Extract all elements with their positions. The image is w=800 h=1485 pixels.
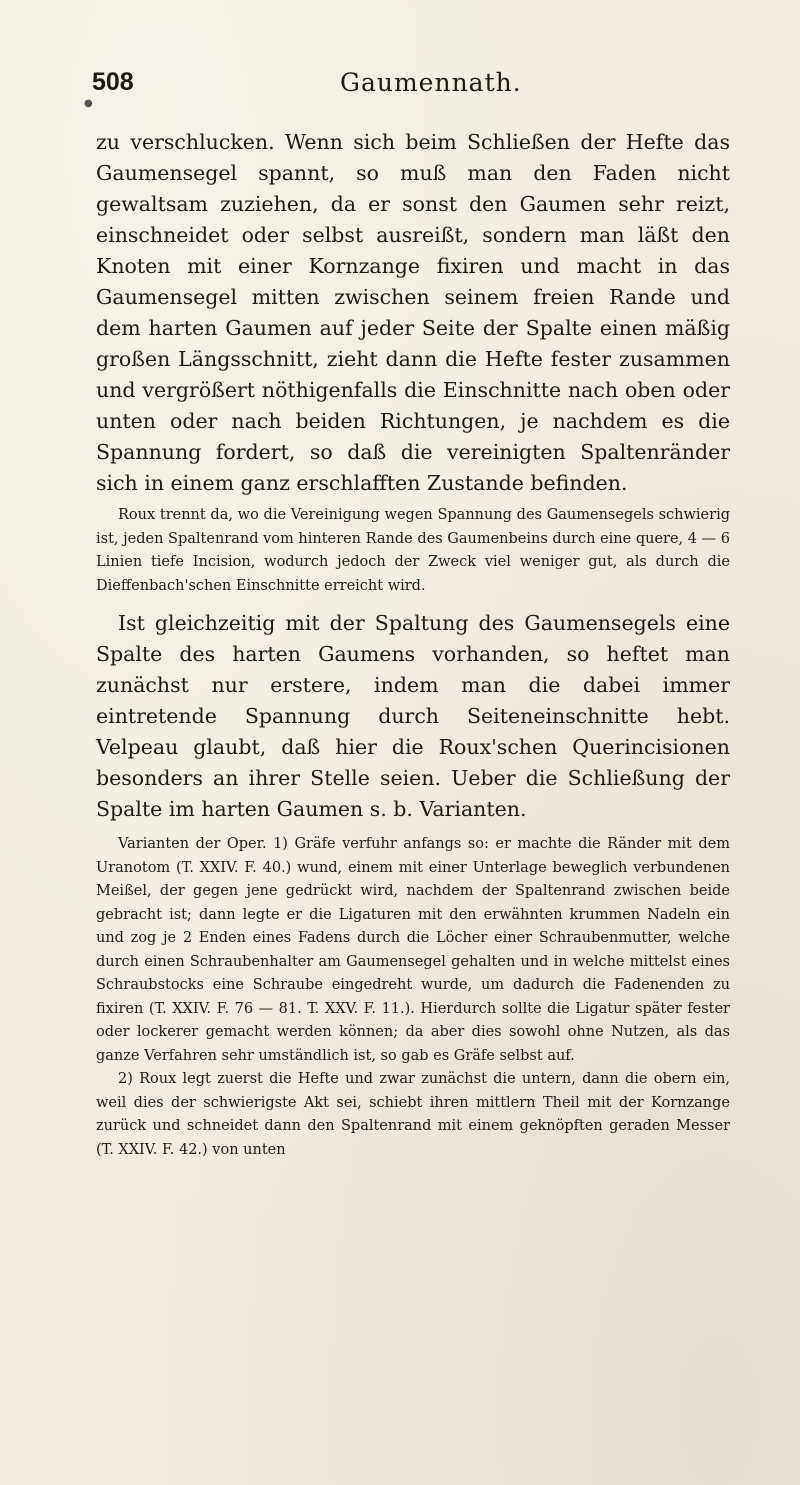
page-header [90,68,730,108]
variants-section [96,833,730,1162]
body-text [96,127,730,1162]
page-number: 508 [92,68,134,96]
margin-dot: ● [84,98,93,109]
running-head: Gaumennath. [340,68,522,97]
paragraph-hard-palate: Ist gleichzeitig mit der Spaltung des Gaumensegels eine Spalte des harten Gaumens vorhanden, so heftet man zunächst nur erstere, indem man die dabei immer eintretende Spannung durch Seiteneinschnitte hebt. Velpeau glaubt, daß hier die Roux'schen Querincisionen besonders an ihrer Stelle seien. Ueber die Schließung der Spalte im harten Gaumen s. b. Varianten. [96,611,730,821]
variant-graefe: Varianten der Oper. 1) Gräfe verfuhr anfangs so: er machte die Ränder mit dem Uranotom (T. XXIV. F. 40.) wund, einem mit einer Unterlage beweglich verbundenen Meißel, der gegen jene gedrückt wird, nachdem der Spaltenrand zwischen beide gebracht ist; dann legte er die Ligaturen mit den erwähnten krummen Nadeln ein und zog je 2 Enden eines Fadens durch die Löcher einer Schraubenmutter, welche durch einen Schraubenhalter am Gaumensegel gehalten und in welche mittelst eines Schraubstocks eine Schraube eingedreht wurde, um dadurch die Fadenenden zu fixiren (T. XXIV. F. 76 — 81. T. XXV. F. 11.). Hierdurch sollte die Ligatur später fester oder lockerer gemacht werden können; da aber dies sowohl ohne Nutzen, als das ganze Verfahren sehr umständlich ist, so gab es Gräfe selbst auf. [96,836,730,1064]
paragraph-closing-sutures: zu verschlucken. Wenn sich beim Schließen der Hefte das Gaumensegel spannt, so muß man den Faden nicht gewaltsam zuziehen, da er sonst den Gaumen sehr reizt, einschneidet oder selbst ausreißt, sondern man läßt den Knoten mit einer Kornzange fixiren und macht in das Gaumensegel mitten zwischen seinem freien Rande und dem harten Gaumen auf jeder Seite der Spalte einen mäßig großen Längsschnitt, zieht dann die Hefte fester zusammen und vergrößert nöthigenfalls die Einschnitte nach oben oder unten oder nach beiden Richtungen, je nachdem es die Spannung fordert, so daß die vereinigten Spaltenränder sich in einem ganz erschlafften Zustande befinden. [96,130,730,495]
note-roux-incision: Roux trennt da, wo die Vereinigung wegen Spannung des Gaumensegels schwierig ist, jeden Spaltenrand vom hinteren Rande des Gaumenbeins durch eine quere, 4 — 6 Linien tiefe Incision, wodurch jedoch der Zweck viel weniger gut, als durch die Dieffenbach'schen Einschnitte erreicht wird. [96,507,730,594]
variant-roux: 2) Roux legt zuerst die Hefte und zwar zunächst die untern, dann die obern ein, weil dies der schwierigste Akt sei, schiebt ihren mittlern Theil mit der Kornzange zurück und schneidet dann den Spaltenrand mit einem geknöpften geraden Messer (T. XXIV. F. 42.) von unten [96,1071,730,1158]
